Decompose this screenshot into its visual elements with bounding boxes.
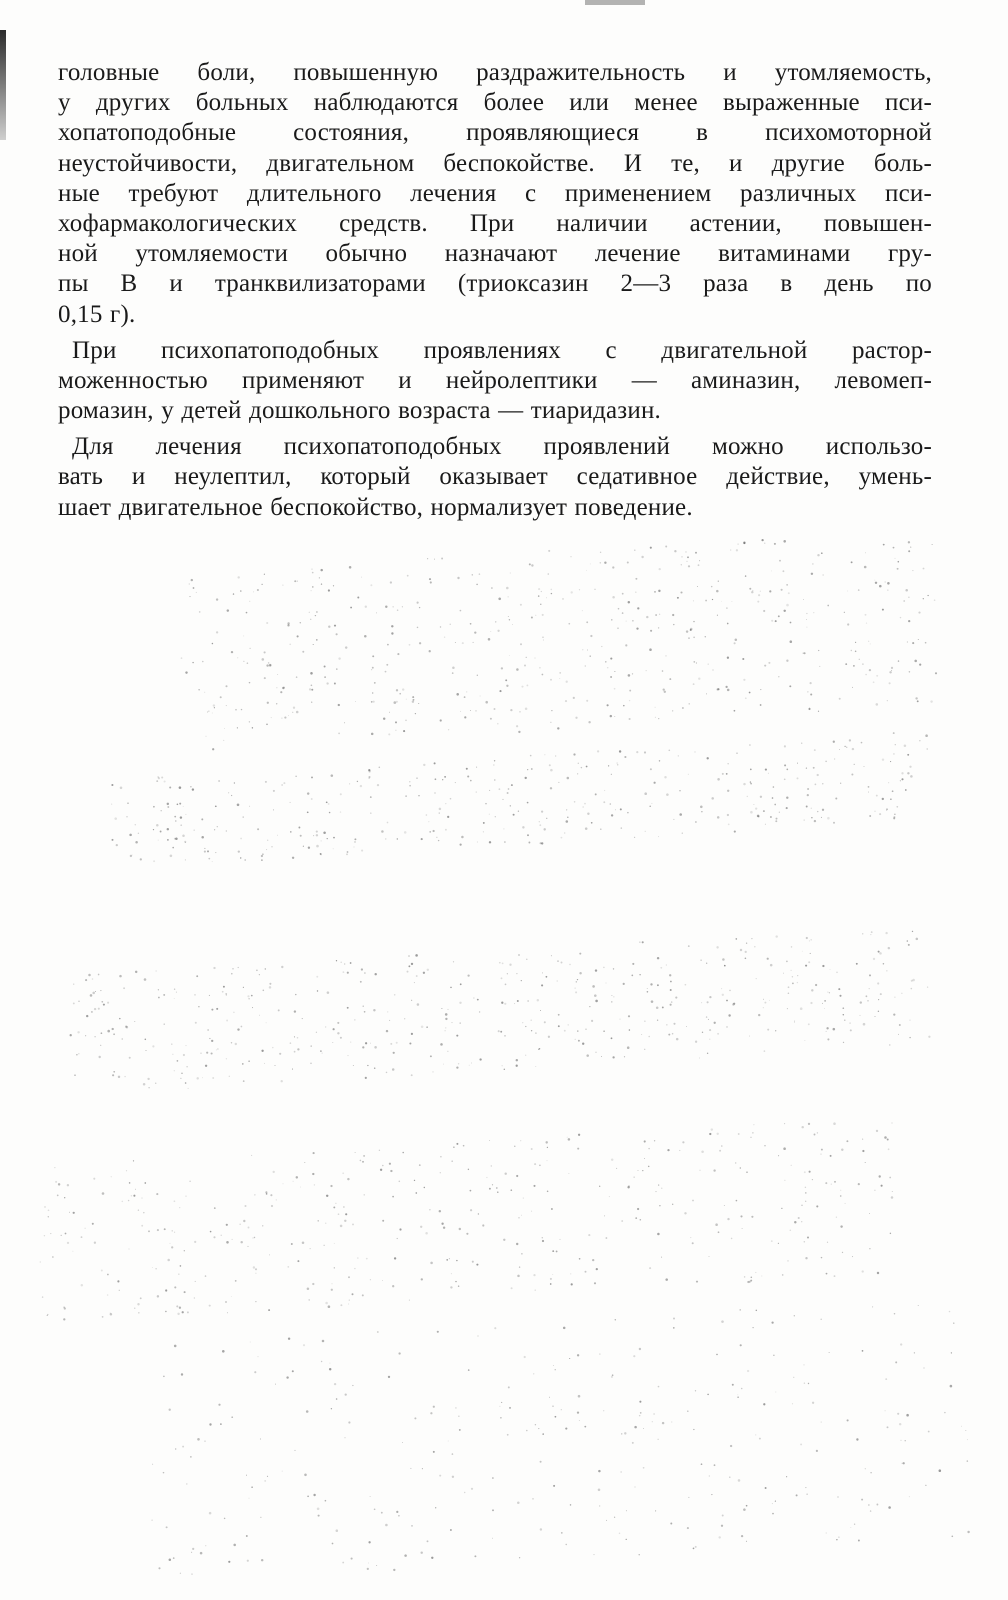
text-line: Для лечения психопатоподобных проявлений можно использо-	[72, 433, 932, 461]
text-line: у других больных наблюдаются более или менее выраженные пси-	[58, 89, 932, 117]
text-line: ромазин, у детей дошкольного возраста — тиаридазин.	[58, 397, 661, 425]
text-line: шает двигательное беспокойство, нормализует поведение.	[58, 493, 693, 521]
text-line: хопатоподобные состояния, проявляющиеся в психомоторной	[58, 119, 932, 147]
text-line: ной утомляемости обычно назначают лечение витаминами гру-	[58, 240, 932, 268]
text-line: При психопатоподобных проявлениях с двигательной растор-	[72, 336, 932, 364]
body-text	[58, 58, 932, 523]
paragraph-2	[58, 336, 932, 427]
scan-top-smudge	[585, 0, 645, 5]
text-line: хофармакологических средств. При наличии астении, повышен-	[58, 209, 932, 237]
text-line: 0,15 г).	[58, 300, 136, 328]
scan-edge-mark	[0, 30, 6, 140]
text-line: моженностью применяют и нейролептики — аминазин, левомеп-	[58, 366, 932, 394]
paragraph-3	[58, 432, 932, 523]
text-line: головные боли, повышенную раздражительность и утомляемость,	[58, 59, 932, 86]
paragraph-1	[58, 58, 932, 330]
text-line: вать и неулептил, который оказывает седативное действие, умень-	[58, 463, 932, 491]
text-line: пы В и транквилизаторами (триоксазин 2—3 раза в день по	[58, 270, 932, 298]
text-line: ные требуют длительного лечения с применением различных пси-	[58, 179, 932, 207]
text-line: неустойчивости, двигательном беспокойстве. И те, и другие боль-	[58, 149, 932, 177]
